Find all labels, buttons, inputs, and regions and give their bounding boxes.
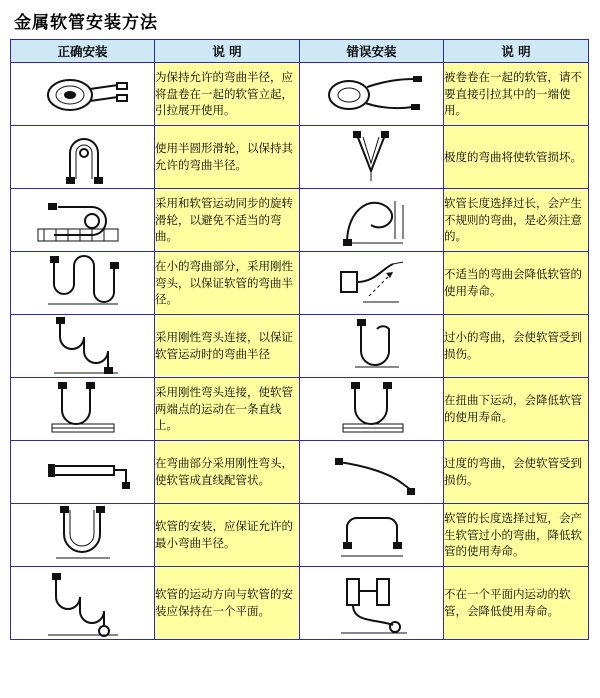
illustration-sharp-vee-bend	[300, 126, 444, 189]
hose-installation-table	[10, 39, 589, 640]
illustration-rigid-bend-small-radius	[11, 252, 155, 315]
description-cell: 过度的弯曲，会使软管受到损伤。	[444, 441, 589, 504]
illustration-coiled-hose-flat	[11, 63, 155, 126]
description-cell: 为保持允许的弯曲半径，应将盘卷在一起的软管立起，引拉展开使用。	[155, 63, 300, 126]
illustration-sync-rotating-sheave	[11, 189, 155, 252]
description-cell: 采用刚性弯头连接，使软管两端点的运动在一条直线上。	[155, 378, 300, 441]
illustration-excessive-bend-pipe	[300, 441, 444, 504]
description-cell: 采用和软管运动同步的旋转滑轮，以避免不适当的弯曲。	[155, 189, 300, 252]
header-wrong-desc: 说 明	[444, 40, 589, 63]
illustration-same-plane-motion	[11, 567, 155, 640]
description-cell: 软管的运动方向与软管的安装应保持在一个平面。	[155, 567, 300, 640]
description-cell: 不在一个平面内运动的软管，会降低使用寿命。	[444, 567, 589, 640]
table-row	[11, 504, 589, 567]
description-cell: 采用刚性弯头连接，以保证软管运动时的弯曲半径	[155, 315, 300, 378]
table-row	[11, 441, 589, 504]
description-cell: 极度的弯曲将使软管损坏。	[444, 126, 589, 189]
description-cell: 软管长度选择过长，会产生不规则的弯曲，是必须注意的。	[444, 189, 589, 252]
illustration-twisted-u-bend	[300, 378, 444, 441]
illustration-rigid-elbow-u-loop	[11, 315, 155, 378]
table-row	[11, 567, 589, 640]
table-row	[11, 252, 589, 315]
table-row	[11, 189, 589, 252]
table-row	[11, 315, 589, 378]
description-cell: 不适当的弯曲会降低软管的使用寿命。	[444, 252, 589, 315]
header-correct-desc: 说 明	[155, 40, 300, 63]
description-cell: 使用半圆形滑轮，以保持其允许的弯曲半径。	[155, 126, 300, 189]
illustration-rigid-elbow-straight-line	[11, 378, 155, 441]
illustration-too-long-hose-loop	[300, 189, 444, 252]
table-row	[11, 378, 589, 441]
table-row	[11, 63, 589, 126]
table-row	[11, 126, 589, 189]
page-title: 金属软管安装方法	[14, 13, 158, 33]
table-header-row	[11, 40, 589, 63]
illustration-straight-pipe-with-elbow	[11, 441, 155, 504]
illustration-improper-tight-bend	[300, 252, 444, 315]
header-correct-install: 正确安装	[11, 40, 155, 63]
description-cell: 被卷卷在一起的软管，请不要直接引拉其中的一端使用。	[444, 63, 589, 126]
illustration-u-shape-min-radius	[11, 504, 155, 567]
illustration-out-of-plane-motion	[300, 567, 444, 640]
description-cell: 软管的安装，应保证允许的最小弯曲半径。	[155, 504, 300, 567]
description-cell: 在扭曲下运动，会降低软管的使用寿命。	[444, 378, 589, 441]
illustration-too-long-flat-loop	[300, 504, 444, 567]
illustration-coiled-hose-pulled	[300, 63, 444, 126]
illustration-semicircle-sheave	[11, 126, 155, 189]
illustration-overbent-hook	[300, 315, 444, 378]
description-cell: 在弯曲部分采用刚性弯头，使软管成直线配管状。	[155, 441, 300, 504]
description-cell: 过小的弯曲，会使软管受到损伤。	[444, 315, 589, 378]
description-cell: 在小的弯曲部分，采用刚性弯头，以保证软管的弯曲半径。	[155, 252, 300, 315]
header-wrong-install: 错误安装	[300, 40, 444, 63]
description-cell: 软管的长度选择过短，会产生软管过小的弯曲，降低软管的使用寿命。	[444, 504, 589, 567]
